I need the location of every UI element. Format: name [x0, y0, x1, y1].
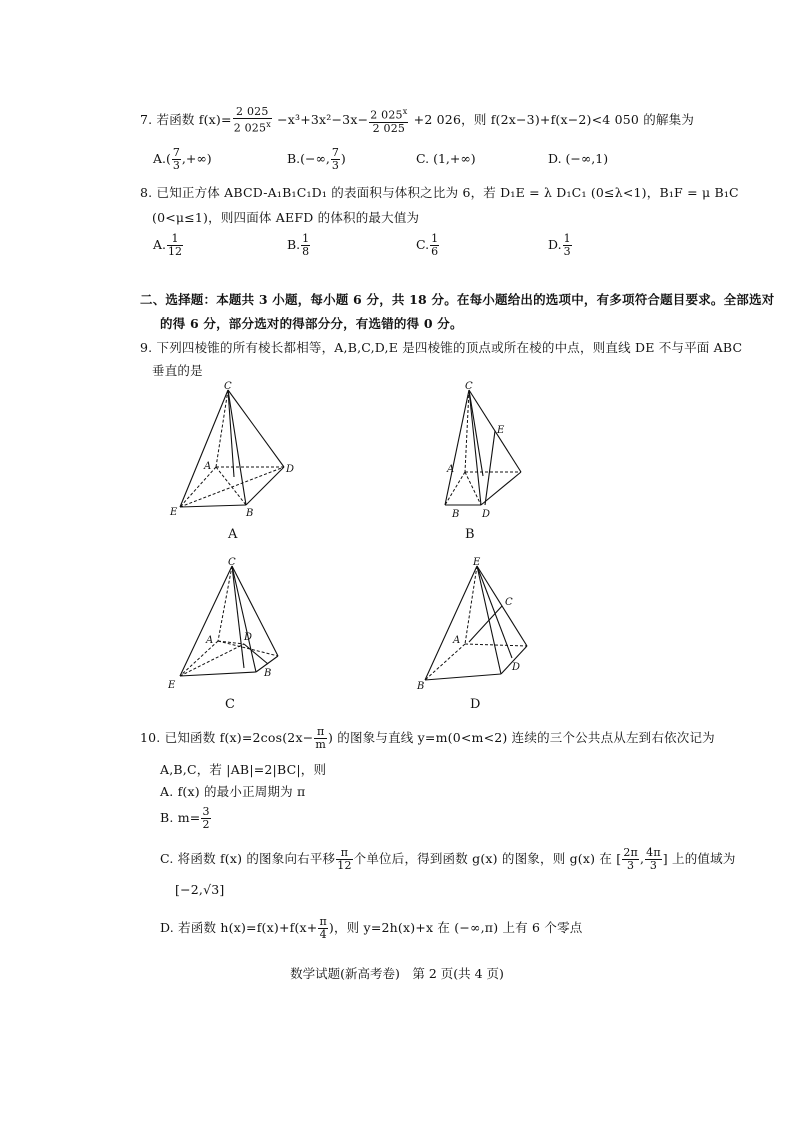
fig-b-point-a: A: [447, 464, 455, 475]
q8-stem-line2: (0<μ≤1)，则四面体 AEFD 的体积的最大值为: [152, 210, 420, 225]
q7-option-a-num: 7: [172, 146, 180, 159]
q10-stem-frac-den: m: [315, 738, 327, 751]
figure-label-a: A: [228, 527, 238, 542]
q7-frac2: [369, 106, 408, 135]
page-footer: 数学试题(新高考卷) 第 2 页(共 4 页): [290, 966, 504, 981]
q8-option-d-frac: [563, 233, 572, 258]
q10-option-c-frac2-den: 3: [627, 859, 635, 872]
q9-stem-line2: 垂直的是: [152, 363, 203, 378]
fig-c-point-b: B: [264, 668, 272, 679]
q10-option-a: A. f(x) 的最小正周期为 π: [160, 784, 306, 799]
q8-option-c-den: 6: [431, 245, 439, 258]
q7-option-a: [153, 147, 212, 172]
q8-option-c: [416, 233, 440, 258]
q7-option-a-tail: ,+∞): [181, 151, 212, 166]
fig-a-point-c: C: [224, 381, 232, 392]
q7-mid: −x³+3x²−3x−: [272, 111, 369, 127]
q8-stem-line1: 8. 已知正方体 ABCD-A₁B₁C₁D₁ 的表面积与体积之比为 6，若 D₁E = λ D₁C₁ (0≤λ<1)，B₁F = μ B₁C: [140, 185, 739, 200]
q7-option-c-label: C.: [416, 151, 430, 166]
fig-b-point-d: D: [482, 509, 491, 520]
q10-option-d-num: π: [319, 915, 327, 928]
fig-c-point-a: A: [206, 635, 214, 646]
q10-option-c-frac1: [336, 847, 352, 872]
q10-option-b-den: 2: [202, 818, 210, 831]
q7-option-d: [548, 151, 608, 166]
q8-option-d-label: D.: [548, 237, 562, 252]
figure-label-d: D: [470, 697, 481, 712]
fig-d-point-b: B: [417, 681, 425, 691]
q10-option-c-frac1-num: π: [336, 847, 352, 860]
q10-option-c-frac3-den: 3: [649, 859, 658, 872]
q7-option-b-open: (−∞,: [300, 151, 330, 166]
q8-option-d-num: 1: [563, 232, 571, 245]
q7-option-c-text: (1,+∞): [433, 151, 476, 166]
q8-option-a-label: A.: [153, 237, 167, 252]
fig-a-point-d: D: [286, 464, 295, 475]
q8-option-b: [287, 233, 311, 258]
q10-option-d-frac: [318, 916, 327, 941]
fig-c-point-c: C: [228, 557, 236, 568]
q10-option-c: C. 将函数 f(x) 的图象向右平移 $\frac{\pi}{12}$ 个单位后，得到函数 g(x) 的图象，则 g(x) 在 [ $\frac{2\pi}{3}$ , $\frac{4\pi}{3}$ ] 上的值域为: [160, 846, 736, 872]
q10-option-d-den: 4: [319, 928, 327, 941]
fig-b-point-c: C: [465, 381, 473, 392]
q8-option-c-frac: [430, 233, 439, 258]
q7-frac2-num: [369, 106, 408, 123]
q10-stem-frac-num: π: [314, 726, 327, 739]
q8-option-a-frac: [167, 233, 183, 258]
fig-a-point-b: B: [246, 508, 254, 519]
figure-label-c: C: [225, 697, 235, 712]
q7-frac1: [233, 106, 272, 135]
q7-option-c: [416, 151, 476, 166]
pyramid-figure-d: [413, 556, 543, 691]
q10-option-c-post: ] 上的值域为: [662, 851, 736, 866]
q7-stem: [140, 106, 694, 135]
q8-option-a-den: 12: [168, 245, 183, 258]
section2-heading-line1: 二、选择题：本题共 3 小题，每小题 6 分，共 18 分。在每小题给出的选项中，有多项符合题目要求。全部选对: [140, 292, 775, 307]
fig-b-point-b: B: [452, 509, 460, 520]
pyramid-figure-b: [425, 380, 545, 520]
fig-c-point-e: E: [168, 680, 176, 691]
q10-option-c-frac2-num: 2π: [623, 846, 638, 859]
figure-label-b: B: [465, 527, 475, 542]
pyramid-figure-a: [168, 380, 308, 520]
q7-option-b-den: 3: [331, 159, 339, 172]
q7-frac2-num-sup: x: [402, 107, 408, 116]
q8-option-b-den: 8: [302, 245, 310, 258]
q7-frac2-num-base: 2 025: [370, 108, 403, 122]
q8-option-b-label: B.: [287, 237, 301, 252]
q10-option-c-pre: C. 将函数 f(x) 的图象向右平移: [160, 851, 336, 866]
fig-d-point-a: A: [453, 635, 461, 646]
q10-option-d-post: )，则 y=2h(x)+x 在 (−∞,π) 上有 6 个零点: [328, 920, 583, 935]
q10-option-b-pre: B. m=: [160, 810, 201, 825]
q7-frac1-den: [233, 119, 272, 135]
fig-d-point-d: D: [512, 662, 521, 673]
q7-option-a-open: (: [166, 151, 171, 166]
q7-option-b-tail: ): [340, 151, 346, 166]
q10-stem-frac: [314, 726, 327, 751]
q10-stem-post: ) 的图象与直线 y=m(0<m<2) 连续的三个公共点从左到右依次记为: [328, 730, 715, 745]
q8-option-d-den: 3: [563, 245, 571, 258]
q7-option-b-label: B.: [287, 151, 301, 166]
q8-option-b-frac: [301, 233, 310, 258]
q10-option-c-frac2: [622, 847, 639, 872]
q7-option-d-label: D.: [548, 151, 562, 166]
q7-option-a-frac: [172, 147, 181, 172]
q7-frac1-den-base: 2 025: [233, 121, 267, 135]
q10-option-d: [160, 916, 582, 941]
q10-stem-line1: [140, 726, 715, 751]
q10-stem-line2: A,B,C，若 |AB|=2|BC|，则: [160, 762, 327, 777]
q7-option-b-num: 7: [331, 146, 339, 159]
q8-option-b-num: 1: [302, 232, 310, 245]
fig-b-point-e: E: [497, 425, 505, 436]
q8-option-d: [548, 233, 573, 258]
q7-frac2-den: 2 025: [372, 121, 406, 135]
q10-option-b-frac: [201, 806, 210, 831]
q7-option-a-label: A.: [153, 151, 167, 166]
fig-a-point-a: A: [204, 461, 212, 472]
q7-frac1-num: 2 025: [233, 106, 272, 119]
q10-option-c-frac1-den: 12: [337, 859, 352, 872]
q7-prefix: 7. 若函数 f(x)=: [140, 111, 232, 127]
q10-option-c-frac3: [645, 847, 662, 872]
q10-option-c-frac3-num: 4π: [646, 846, 661, 859]
q7-option-d-text: (−∞,1): [565, 151, 609, 166]
q7-option-b: [287, 147, 346, 172]
fig-c-point-d: D: [244, 632, 253, 643]
q10-option-d-pre: D. 若函数 h(x)=f(x)+f(x+: [160, 920, 318, 935]
q10-stem-pre: 10. 已知函数 f(x)=2cos(2x−: [140, 730, 314, 745]
q9-stem-line1: 9. 下列四棱锥的所有棱长都相等，A,B,C,D,E 是四棱锥的顶点或所在棱的中点，则直线 DE 不与平面 ABC: [140, 340, 743, 355]
q8-option-a: [153, 233, 184, 258]
fig-a-point-e: E: [170, 507, 178, 518]
q7-option-a-den: 3: [172, 159, 180, 172]
q8-option-a-num: 1: [167, 233, 183, 246]
fig-d-point-e: E: [473, 557, 481, 568]
q7-frac1-den-sup: x: [266, 120, 271, 129]
q7-suffix: +2 026，则 f(2x−3)+f(x−2)<4 050 的解集为: [409, 111, 695, 127]
section2-heading-line2: 的得 6 分，部分选对的得部分分，有选错的得 0 分。: [160, 316, 463, 331]
q10-option-b: [160, 806, 212, 831]
q10-option-c-mid: 个单位后，得到函数 g(x) 的图象，则 g(x) 在 [: [353, 851, 622, 866]
pyramid-figure-c: [168, 556, 298, 691]
q8-option-c-label: C.: [416, 237, 430, 252]
q7-option-b-frac: [331, 147, 340, 172]
q8-option-c-num: 1: [431, 232, 439, 245]
fig-d-point-c: C: [505, 597, 513, 608]
q10-option-b-num: 3: [202, 805, 210, 818]
q10-option-c-line2: [−2,√3]: [175, 882, 225, 897]
